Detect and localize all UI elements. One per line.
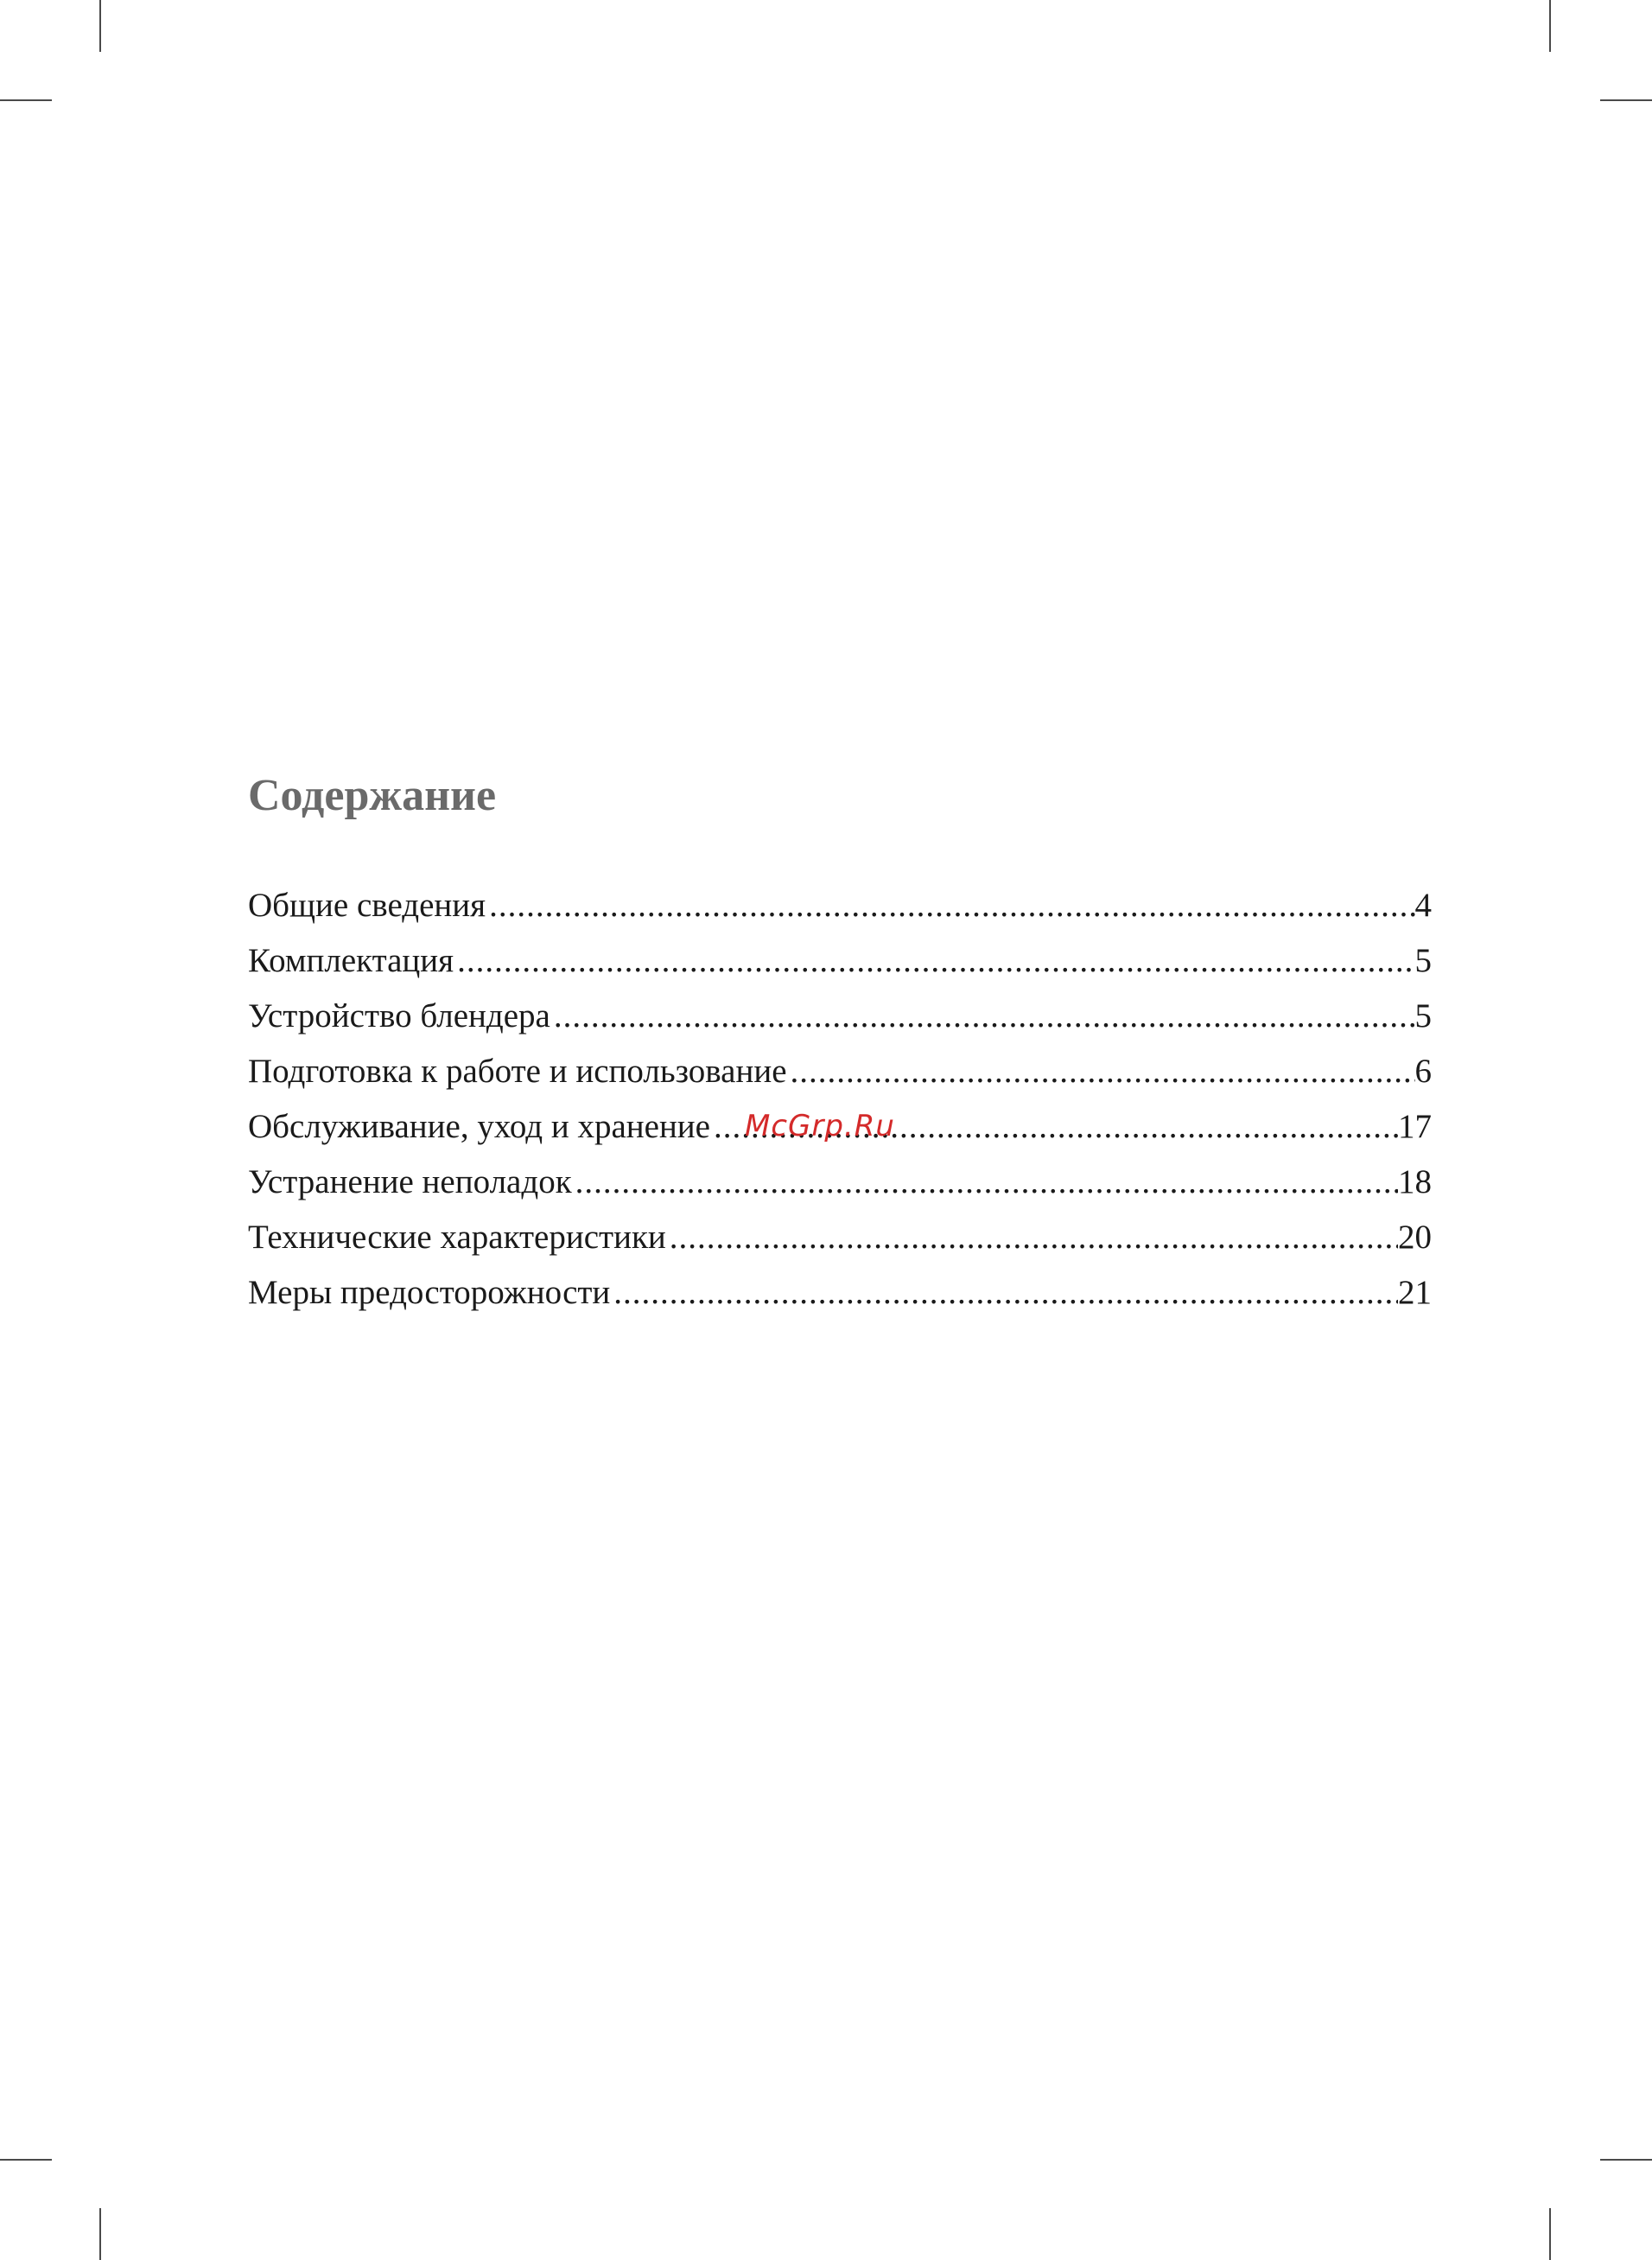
toc-entry[interactable] bbox=[248, 933, 1432, 989]
toc-entry[interactable] bbox=[248, 1265, 1432, 1321]
toc-entry-label: Технические характеристики bbox=[248, 1219, 666, 1257]
crop-mark-top-left-vertical bbox=[99, 0, 101, 52]
table-of-contents bbox=[248, 769, 1432, 1321]
toc-entry[interactable] bbox=[248, 1155, 1432, 1210]
watermark-text: McGrp.Ru bbox=[745, 1109, 895, 1143]
crop-mark-top-right-vertical bbox=[1549, 0, 1551, 52]
toc-entry-label: Общие сведения bbox=[248, 887, 486, 925]
toc-entry-label: Подготовка к работе и использование bbox=[248, 1053, 787, 1091]
toc-entry-label: Меры предосторожности bbox=[248, 1274, 611, 1312]
toc-dot-leader bbox=[550, 989, 1415, 1044]
toc-dot-leader bbox=[787, 1044, 1415, 1099]
crop-mark-top-left-horizontal bbox=[0, 99, 52, 101]
toc-entry-page: 21 bbox=[1398, 1274, 1432, 1312]
toc-entry[interactable] bbox=[248, 878, 1432, 933]
toc-entry-page: 18 bbox=[1398, 1163, 1432, 1201]
toc-entry[interactable] bbox=[248, 1044, 1432, 1099]
crop-mark-top-right-horizontal bbox=[1600, 99, 1652, 101]
toc-dot-leader bbox=[610, 1265, 1398, 1321]
toc-entry-label: Устранение неполадок bbox=[248, 1163, 572, 1201]
crop-mark-bottom-right-horizontal bbox=[1600, 2159, 1652, 2161]
toc-entry[interactable] bbox=[248, 1210, 1432, 1265]
toc-entry-page: 5 bbox=[1414, 942, 1432, 980]
crop-mark-bottom-right-vertical bbox=[1549, 2208, 1551, 2260]
toc-dot-leader bbox=[572, 1155, 1398, 1210]
toc-heading: Содержание bbox=[248, 771, 497, 820]
crop-mark-bottom-left-horizontal bbox=[0, 2159, 52, 2161]
toc-dot-leader bbox=[666, 1210, 1398, 1265]
toc-entry-page: 20 bbox=[1398, 1219, 1432, 1257]
toc-entry-label: Устройство блендера bbox=[248, 997, 550, 1035]
toc-list bbox=[248, 878, 1432, 1321]
toc-entry-label: Обслуживание, уход и хранение bbox=[248, 1108, 710, 1146]
toc-entry-page: 17 bbox=[1398, 1108, 1432, 1146]
toc-entry-page: 6 bbox=[1414, 1053, 1432, 1091]
toc-dot-leader bbox=[454, 933, 1414, 989]
toc-entry-page: 4 bbox=[1414, 887, 1432, 925]
toc-entry[interactable] bbox=[248, 989, 1432, 1044]
crop-mark-bottom-left-vertical bbox=[99, 2208, 101, 2260]
toc-entry-page: 5 bbox=[1414, 997, 1432, 1035]
toc-dot-leader bbox=[486, 878, 1414, 933]
toc-entry-label: Комплектация bbox=[248, 942, 454, 980]
